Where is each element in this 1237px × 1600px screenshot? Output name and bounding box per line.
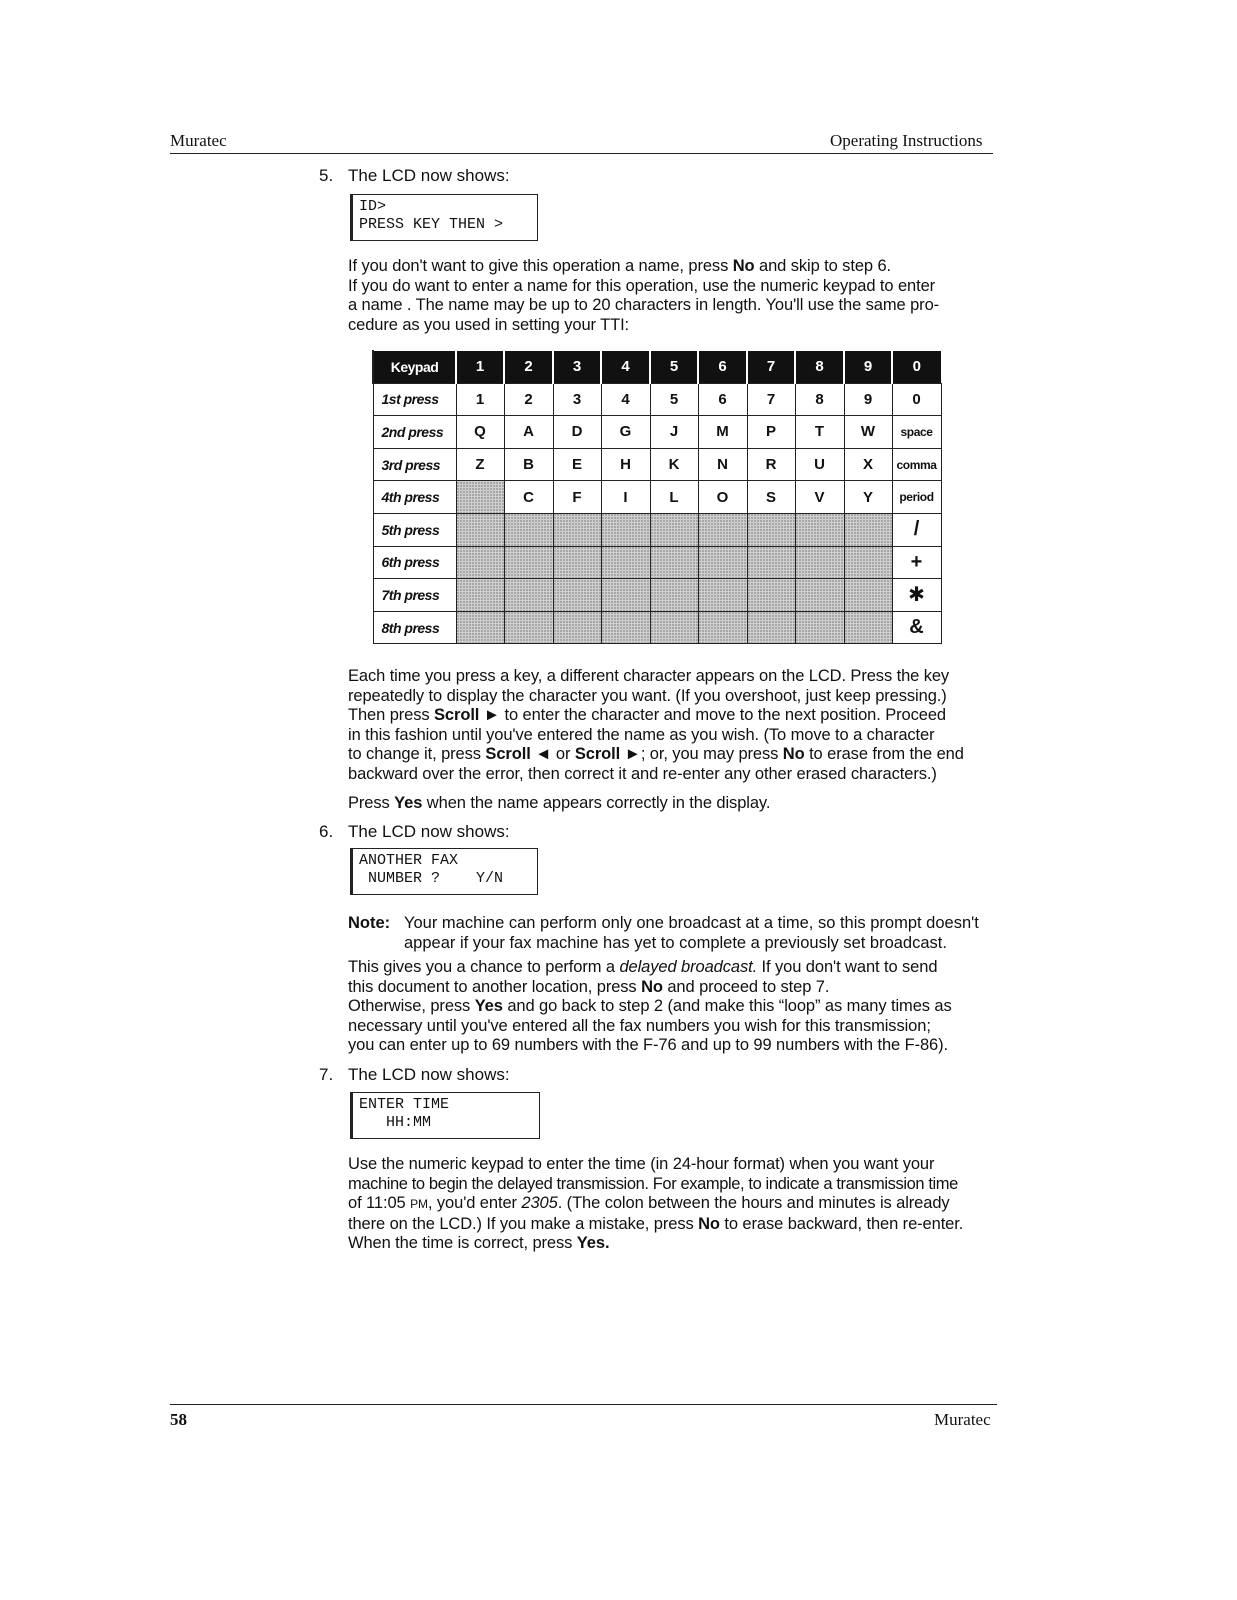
text-run: or (551, 745, 575, 763)
key-scroll-right: Scroll ► (574, 745, 641, 763)
text-run: Then press (348, 706, 435, 724)
empty-cell (601, 579, 650, 612)
text-run: and skip to step 6. (754, 257, 892, 275)
text-line: Each time you press a key, a different character appears on the LCD. Press the key (348, 667, 950, 685)
keypad-char-cell: M (698, 416, 747, 449)
empty-cell (698, 579, 747, 612)
key-scroll-left: Scroll ◄ (485, 745, 552, 763)
term-delayed-broadcast: delayed broadcast. (619, 958, 758, 976)
text-run: and go back to step 2 (and make this “loop” as many times as (502, 997, 952, 1015)
key-header-2: 2 (504, 351, 553, 384)
empty-cell (553, 611, 601, 644)
key-header-3: 3 (553, 351, 601, 384)
keypad-char-cell: G (601, 416, 650, 449)
keypad-char-cell: 3 (553, 383, 601, 416)
key-scroll-right: Scroll ► (434, 706, 500, 724)
keypad-row (373, 546, 941, 579)
press-label: 4th press (373, 481, 456, 514)
keypad-char-cell: 4 (601, 383, 650, 416)
text-run: when the name appears correctly in the display. (422, 794, 771, 812)
keypad-char-cell: J (650, 416, 698, 449)
keypad-char-cell: V (795, 481, 844, 514)
empty-cell (747, 513, 795, 546)
empty-cell (650, 546, 698, 579)
lcd-line: ENTER TIME (359, 1096, 450, 1113)
keypad-char-cell: I (601, 481, 650, 514)
empty-cell (844, 611, 892, 644)
step-text: The LCD now shows: (348, 1065, 510, 1084)
text-line: in this fashion until you've entered the name as you wish. (To move to a character (348, 725, 935, 744)
keypad-character-table (372, 350, 942, 644)
keypad-char-cell: space (892, 416, 941, 449)
keypad-char-cell: U (795, 448, 844, 481)
keypad-char-cell: K (650, 448, 698, 481)
empty-cell (698, 611, 747, 644)
lcd-line: PRESS KEY THEN > (359, 216, 504, 233)
keypad-char-cell: 5 (650, 383, 698, 416)
key-yes: Yes (394, 794, 423, 812)
key-header-7: 7 (747, 351, 795, 384)
text-run: Press (348, 794, 395, 812)
keypad-char-cell: F (553, 481, 601, 514)
empty-cell (795, 513, 844, 546)
keypad-char-cell: W (844, 416, 892, 449)
key-header-5: 5 (650, 351, 698, 384)
text-line: backward over the error, then correct it and re-enter any other erased characters.) (348, 764, 937, 783)
press-label: 6th press (373, 546, 456, 579)
keypad-char-cell: Q (456, 416, 504, 449)
lcd-display-id (350, 194, 538, 241)
keypad-row (373, 448, 941, 481)
keypad-char-cell: Z (456, 448, 504, 481)
text-line: a name . The name may be up to 20 characters in length. You'll use the same pro- (348, 296, 940, 314)
empty-cell (650, 579, 698, 612)
text-line: necessary until you've entered all the fax numbers you wish for this transmission; (348, 1016, 931, 1035)
header-brand: Muratec (170, 131, 227, 150)
key-header-1: 1 (456, 351, 504, 384)
key-no: No (641, 977, 663, 996)
text-run: If you don't want to send (757, 958, 938, 976)
empty-cell (456, 611, 504, 644)
empty-cell (795, 579, 844, 612)
empty-cell (650, 611, 698, 644)
empty-cell (456, 579, 504, 612)
step6-paragraph (348, 958, 993, 1056)
key-no: No (732, 257, 755, 275)
empty-cell (456, 513, 504, 546)
keypad-row (373, 579, 941, 612)
step5-paragraph-yes (348, 794, 993, 814)
press-label: 1st press (373, 383, 456, 416)
keypad-char-cell: A (504, 416, 553, 449)
keypad-char-cell: P (747, 416, 795, 449)
text-run: and proceed to step 7. (662, 977, 830, 996)
keypad-char-cell: B (504, 448, 553, 481)
keypad-char-cell: T (795, 416, 844, 449)
empty-cell (504, 579, 553, 612)
keypad-char-cell: 7 (747, 383, 795, 416)
lcd-display-enter-time (350, 1092, 540, 1139)
empty-cell (844, 513, 892, 546)
step-number: 6. (319, 822, 334, 841)
empty-cell (747, 611, 795, 644)
note-line: Your machine can perform only one broadcast at a time, so this prompt doesn't (404, 914, 979, 932)
keypad-char-cell: 0 (892, 383, 941, 416)
empty-cell (553, 513, 601, 546)
keypad-char-cell: 2 (504, 383, 553, 416)
step5-paragraph-keys (348, 667, 993, 784)
step-number: 5. (319, 166, 334, 185)
empty-cell (553, 546, 601, 579)
text-run: to erase backward, then re-enter. (719, 1214, 964, 1233)
text-run: there on the LCD.) If you make a mistake, press (348, 1214, 699, 1233)
header-title: Operating Instructions (830, 131, 983, 150)
time-pm: PM (410, 1197, 428, 1211)
keypad-char-cell: L (650, 481, 698, 514)
keypad-char-cell: 6 (698, 383, 747, 416)
example-time: 2305 (521, 1194, 558, 1212)
text-run: this document to another location, press (348, 977, 642, 996)
text-run: This gives you a chance to perform a (348, 958, 620, 976)
lcd-line: HH:MM (359, 1114, 432, 1131)
keypad-char-cell: & (892, 611, 941, 644)
keypad-row (373, 611, 941, 644)
note-line: appear if your fax machine has yet to complete a previously set broadcast. (404, 934, 947, 952)
empty-cell (747, 546, 795, 579)
press-label: 8th press (373, 611, 456, 644)
page-number: 58 (170, 1410, 187, 1429)
text-run: to enter the character and move to the next position. Proceed (500, 706, 946, 724)
step-text: The LCD now shows: (348, 822, 510, 841)
empty-cell (650, 513, 698, 546)
keypad-char-cell: E (553, 448, 601, 481)
keypad-char-cell: 1 (456, 383, 504, 416)
press-label: 5th press (373, 513, 456, 546)
keypad-char-cell: period (892, 481, 941, 514)
keypad-char-cell: H (601, 448, 650, 481)
text-run: If you don't want to give this operation a name, press (348, 257, 733, 275)
keypad-char-cell: ✱ (892, 579, 941, 612)
key-yes: Yes (474, 997, 503, 1015)
keypad-row (373, 481, 941, 514)
footer-brand: Muratec (934, 1410, 991, 1429)
text-line: If you do want to enter a name for this operation, use the numeric keypad to enter (348, 276, 936, 295)
step5-paragraph-name (348, 257, 993, 335)
text-run: Otherwise, press (348, 997, 475, 1015)
text-run: ; or, you may press (640, 745, 783, 763)
keypad-char-cell: N (698, 448, 747, 481)
key-header-4: 4 (601, 351, 650, 384)
keypad-char-cell: / (892, 513, 941, 546)
empty-cell (504, 546, 553, 579)
text-line: Use the numeric keypad to enter the time (in 24-hour format) when you want your (348, 1155, 935, 1173)
empty-cell (553, 579, 601, 612)
key-no: No (782, 745, 805, 763)
lcd-line: ANOTHER FAX (359, 852, 459, 869)
key-header-9: 9 (844, 351, 892, 384)
empty-cell (795, 611, 844, 644)
lcd-line: ID> (359, 198, 387, 215)
keypad-char-cell: Y (844, 481, 892, 514)
keypad-char-cell: X (844, 448, 892, 481)
keypad-char-cell: O (698, 481, 747, 514)
step-text: The LCD now shows: (348, 166, 510, 185)
keypad-row (373, 513, 941, 546)
text-line: machine to begin the delayed transmission. For example, to indicate a transmission time (348, 1174, 958, 1193)
keypad-char-cell: comma (892, 448, 941, 481)
press-label: 7th press (373, 579, 456, 612)
lcd-display-another-fax (350, 848, 538, 895)
empty-cell (456, 481, 504, 514)
key-header-0: 0 (892, 351, 941, 384)
keypad-char-cell: 9 (844, 383, 892, 416)
text-line: repeatedly to display the character you want. (If you overshoot, just keep pressing.) (348, 686, 947, 705)
key-header-8: 8 (795, 351, 844, 384)
note-label: Note: (348, 914, 391, 932)
keypad-char-cell: C (504, 481, 553, 514)
keypad-char-cell: + (892, 546, 941, 579)
empty-cell (698, 546, 747, 579)
empty-cell (844, 579, 892, 612)
empty-cell (747, 579, 795, 612)
empty-cell (844, 546, 892, 579)
press-label: 3rd press (373, 448, 456, 481)
empty-cell (601, 513, 650, 546)
step-number: 7. (319, 1065, 334, 1084)
empty-cell (601, 546, 650, 579)
keypad-char-cell: R (747, 448, 795, 481)
empty-cell (504, 611, 553, 644)
keypad-header: Keypad (373, 351, 456, 384)
keypad-char-cell: 8 (795, 383, 844, 416)
text-line: cedure as you used in setting your TTI: (348, 315, 630, 334)
press-label: 2nd press (373, 416, 456, 449)
text-run: to change it, press (348, 745, 486, 763)
text-run: When the time is correct, press (348, 1234, 577, 1252)
step7-paragraph (348, 1155, 998, 1254)
keypad-row (373, 416, 941, 449)
keypad-row (373, 383, 941, 416)
key-yes: Yes. (576, 1234, 610, 1252)
keypad-char-cell: S (747, 481, 795, 514)
text-line: you can enter up to 69 numbers with the F-76 and up to 99 numbers with the F-86). (348, 1036, 948, 1054)
empty-cell (504, 513, 553, 546)
key-header-6: 6 (698, 351, 747, 384)
text-run: of 11:05 (348, 1194, 411, 1212)
footer-rule (170, 1404, 997, 1405)
empty-cell (698, 513, 747, 546)
text-run: , you'd enter (427, 1194, 522, 1212)
empty-cell (795, 546, 844, 579)
text-run: to erase from the end (804, 745, 964, 763)
empty-cell (456, 546, 504, 579)
lcd-line: NUMBER ? Y/N (359, 870, 504, 887)
key-no: No (698, 1214, 720, 1233)
header-rule (170, 153, 993, 154)
text-run: . (The colon between the hours and minutes is already (557, 1194, 950, 1212)
keypad-char-cell: D (553, 416, 601, 449)
empty-cell (601, 611, 650, 644)
